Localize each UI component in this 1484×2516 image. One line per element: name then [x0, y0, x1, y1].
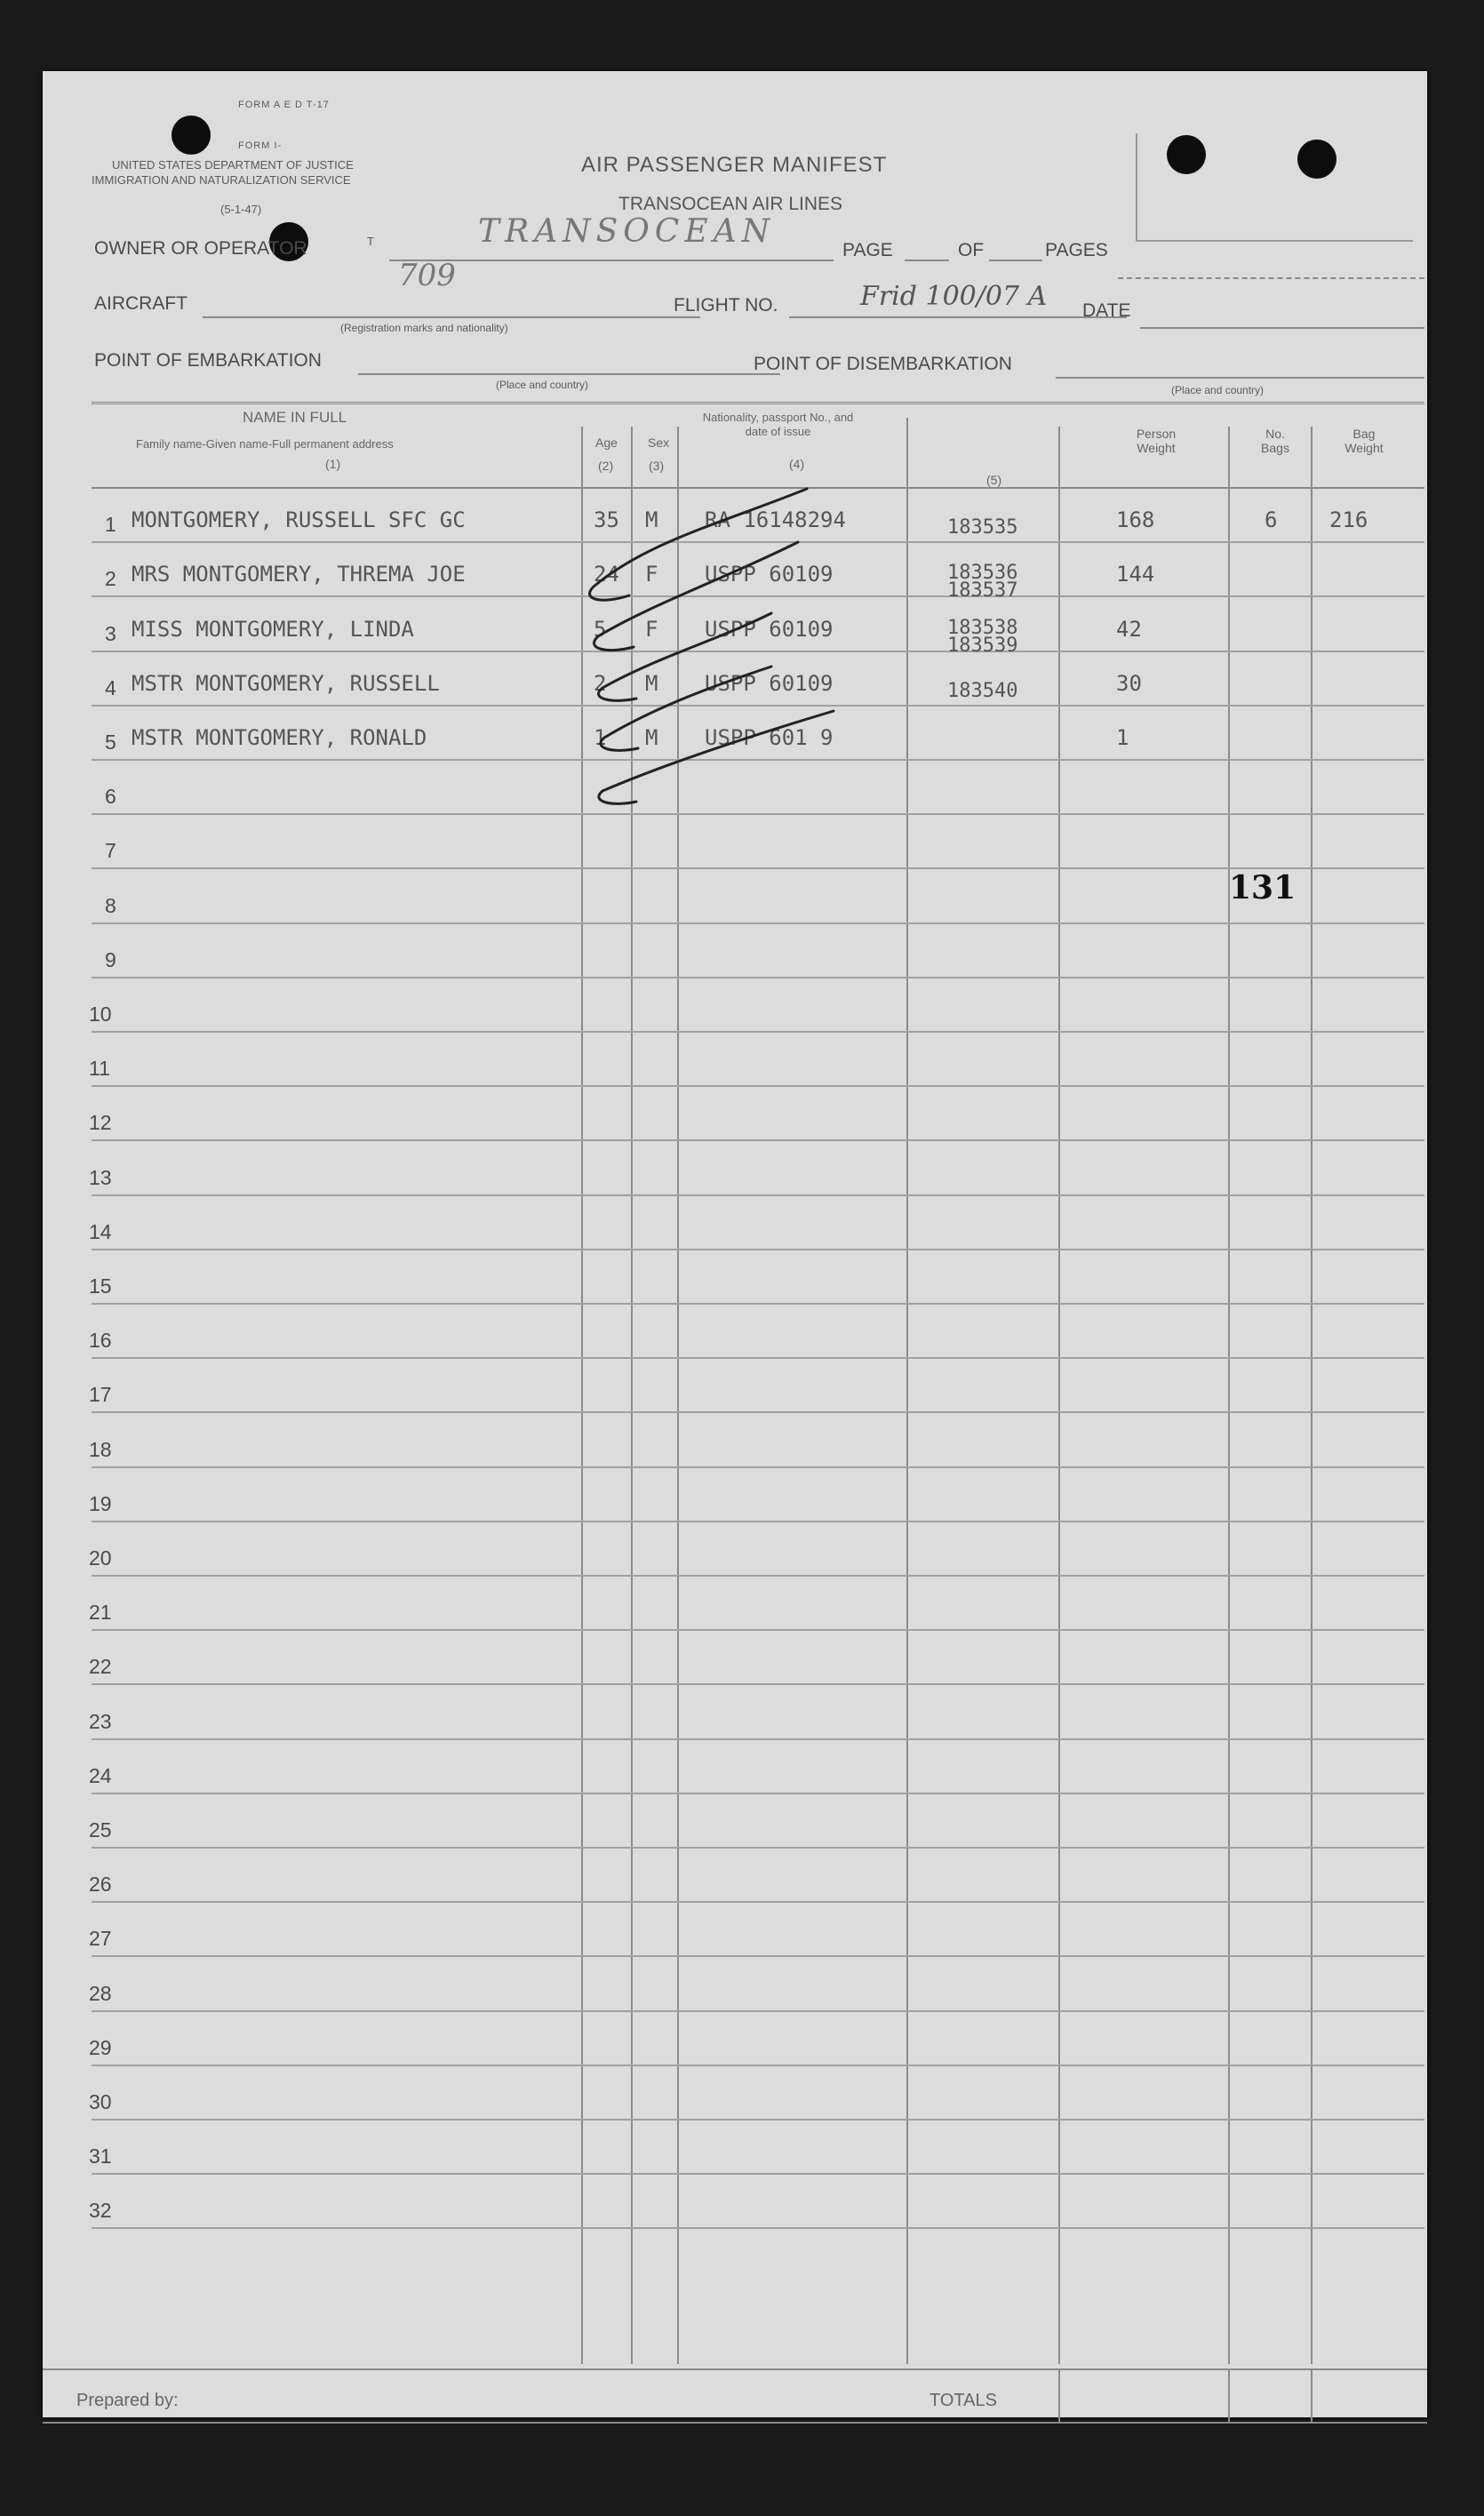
- table-row: [43, 1087, 1427, 1141]
- header-sex-no: (3): [649, 459, 665, 473]
- passenger-age: 5: [594, 616, 607, 642]
- footer-top-border: [43, 2368, 1427, 2370]
- row-number: 26: [89, 1873, 112, 1897]
- passenger-age: 2: [594, 670, 607, 696]
- page-label: PAGE: [842, 240, 893, 260]
- row-number: 20: [89, 1546, 112, 1570]
- embarkation-underline: [358, 373, 780, 375]
- row-number: 28: [89, 1981, 112, 2005]
- passenger-name: MISS MONTGOMERY, LINDA: [132, 616, 414, 642]
- of-label: OF: [958, 240, 985, 260]
- table-row: [43, 1849, 1427, 1903]
- page-number-stamp: 131: [1229, 869, 1297, 907]
- row-number: 17: [89, 1383, 112, 1407]
- row-number: 11: [89, 1057, 110, 1081]
- header-name: NAME IN FULL: [243, 409, 347, 426]
- date-underline: [1140, 327, 1424, 329]
- service-name: IMMIGRATION AND NATURALIZATION SERVICE: [92, 173, 351, 187]
- header-sex: Sex: [648, 435, 670, 450]
- person-weight: 1: [1116, 724, 1129, 750]
- table-row: [43, 1141, 1427, 1195]
- row-number: 13: [89, 1165, 112, 1189]
- row-number: 15: [89, 1274, 112, 1298]
- passenger-passport: USPP 60109: [705, 616, 834, 642]
- passenger-sex: F: [645, 562, 658, 587]
- aircraft-underline: [203, 316, 700, 318]
- ticket-number: 183536: [947, 562, 1018, 585]
- passenger-name: MSTR MONTGOMERY, RUSSELL: [132, 670, 440, 696]
- table-row: [43, 1468, 1427, 1522]
- row-number: 2: [105, 567, 116, 591]
- ticket-number: 183539: [947, 634, 1018, 657]
- page-title: AIR PASSENGER MANIFEST: [581, 153, 888, 177]
- passenger-passport: USPP 60109: [705, 670, 834, 696]
- flight-value: Frid 100/07 A: [860, 281, 1048, 312]
- table-row: [43, 1740, 1427, 1794]
- header-age: Age: [595, 435, 618, 450]
- row-number: 24: [89, 1763, 112, 1787]
- ticket-number: 183540: [947, 679, 1018, 702]
- bag-count: 6: [1265, 507, 1278, 533]
- table-row: [43, 1685, 1427, 1739]
- row-number: 8: [105, 893, 116, 917]
- row-number: 18: [89, 1437, 112, 1461]
- table-row: [43, 1305, 1427, 1359]
- flight-label: FLIGHT NO.: [674, 295, 778, 315]
- row-number: 23: [89, 1709, 112, 1733]
- passenger-age: 1: [594, 724, 607, 750]
- passenger-sex: F: [645, 616, 658, 642]
- row-number: 4: [105, 675, 116, 699]
- manifest-page: [43, 71, 1427, 2417]
- table-row: [43, 1794, 1427, 1849]
- owner-label: OWNER OR OPERATOR: [94, 238, 307, 259]
- form-date-code: (5-1-47): [220, 203, 262, 216]
- header-nationality: Nationality, passport No., and date of issue: [702, 411, 854, 438]
- header-name-no: (1): [325, 457, 341, 471]
- row-number: 7: [105, 839, 116, 863]
- row-number: 32: [89, 2199, 112, 2223]
- ticket-number: 183535: [947, 516, 1018, 539]
- date-label: DATE: [1082, 300, 1131, 321]
- punch-hole: [172, 116, 211, 155]
- table-row: [43, 978, 1427, 1033]
- totals-divider: [1228, 2368, 1230, 2422]
- row-number: 1: [105, 513, 116, 537]
- passenger-name: MSTR MONTGOMERY, RONALD: [132, 724, 427, 750]
- header-bags: No. Bags: [1261, 427, 1289, 455]
- row-number: 12: [89, 1111, 112, 1135]
- table-row: [43, 1631, 1427, 1685]
- owner-underline: [389, 260, 834, 261]
- aircraft-caption: (Registration marks and nationality): [340, 322, 508, 334]
- prepared-by-label: Prepared by:: [76, 2391, 179, 2410]
- table-row: [43, 2121, 1427, 2175]
- totals-divider: [1311, 2368, 1312, 2422]
- row-divider: [92, 2227, 1424, 2229]
- table-row: [43, 1577, 1427, 1631]
- table-row: [43, 1903, 1427, 1957]
- pages-label: PAGES: [1045, 240, 1108, 260]
- row-number: 10: [89, 1002, 112, 1026]
- row-number: 3: [105, 621, 116, 645]
- totals-divider: [1058, 2368, 1060, 2422]
- person-weight: 144: [1116, 562, 1155, 587]
- pages-underline: [1118, 277, 1424, 279]
- table-row: [43, 1033, 1427, 1087]
- row-number: 14: [89, 1219, 112, 1243]
- owner-note: T: [367, 235, 374, 248]
- check-marks: [567, 427, 851, 853]
- ticket-number: 183537: [947, 579, 1018, 603]
- row-number: 22: [89, 1655, 112, 1679]
- row-number: 6: [105, 785, 116, 809]
- form-number: FORM I-: [238, 140, 283, 151]
- aircraft-value: 709: [398, 258, 456, 293]
- aircraft-label: AIRCRAFT: [94, 293, 187, 314]
- flight-underline: [789, 316, 1127, 318]
- bag-weight: 216: [1329, 507, 1368, 533]
- department-name: UNITED STATES DEPARTMENT OF JUSTICE: [112, 158, 354, 172]
- passenger-name: MONTGOMERY, RUSSELL SFC GC: [132, 507, 466, 533]
- person-weight: 30: [1116, 670, 1142, 696]
- row-number: 19: [89, 1491, 112, 1515]
- row-number: 21: [89, 1601, 112, 1625]
- passenger-age: 35: [594, 507, 619, 533]
- form-id: FORM A E D T-17: [238, 100, 330, 110]
- passenger-sex: M: [645, 670, 658, 696]
- totals-label: TOTALS: [929, 2391, 997, 2410]
- header-col5-no: (5): [986, 473, 1002, 487]
- header-name-sub: Family name-Given name-Full permanent address: [136, 437, 394, 451]
- embarkation-caption: (Place and country): [496, 379, 589, 391]
- passenger-age: 24: [594, 562, 619, 587]
- row-number: 31: [89, 2145, 112, 2169]
- table-row: [43, 1957, 1427, 2011]
- airline-name: TRANSOCEAN AIR LINES: [618, 194, 843, 214]
- passenger-passport: USPP 60109: [705, 562, 834, 587]
- passenger-passport: RA 16148294: [705, 507, 846, 533]
- passenger-name: MRS MONTGOMERY, THREMA JOE: [132, 562, 466, 587]
- page-underline: [905, 260, 949, 261]
- table-row: [43, 924, 1427, 978]
- table-row: [43, 2175, 1427, 2229]
- person-weight: 168: [1116, 507, 1155, 533]
- table-row: [43, 2066, 1427, 2121]
- passenger-sex: M: [645, 507, 658, 533]
- table-row: [43, 1413, 1427, 1467]
- table-row: [43, 1522, 1427, 1577]
- header-bag-weight: Bag Weight: [1344, 427, 1384, 455]
- disembarkation-label: POINT OF DISEMBARKATION: [754, 354, 1012, 374]
- table-row: [43, 1359, 1427, 1413]
- corner-box: [1136, 133, 1413, 242]
- row-number: 5: [105, 730, 116, 754]
- row-number: 27: [89, 1927, 112, 1951]
- passenger-sex: M: [645, 724, 658, 750]
- header-person-weight: Person Weight: [1136, 427, 1177, 455]
- disembarkation-caption: (Place and country): [1171, 384, 1265, 396]
- table-row: [43, 869, 1427, 923]
- of-underline: [989, 260, 1042, 261]
- disembarkation-underline: [1056, 377, 1424, 379]
- row-number: 30: [89, 2089, 112, 2113]
- table-row: [43, 2012, 1427, 2066]
- row-number: 29: [89, 2035, 112, 2059]
- footer-bottom-border: [43, 2422, 1427, 2424]
- row-number: 9: [105, 947, 116, 971]
- header-age-no: (2): [598, 459, 614, 473]
- header-nationality-no: (4): [789, 457, 805, 471]
- table-top-border: [92, 402, 1424, 406]
- table-row: [43, 1250, 1427, 1305]
- passenger-passport: USPP 601 9: [705, 724, 834, 750]
- row-number: 16: [89, 1329, 112, 1353]
- person-weight: 42: [1116, 616, 1142, 642]
- owner-value: TRANSOCEAN: [478, 213, 776, 250]
- table-row: [43, 1196, 1427, 1250]
- embarkation-label: POINT OF EMBARKATION: [94, 350, 322, 371]
- row-number: 25: [89, 1817, 112, 1841]
- ticket-number: 183538: [947, 616, 1018, 639]
